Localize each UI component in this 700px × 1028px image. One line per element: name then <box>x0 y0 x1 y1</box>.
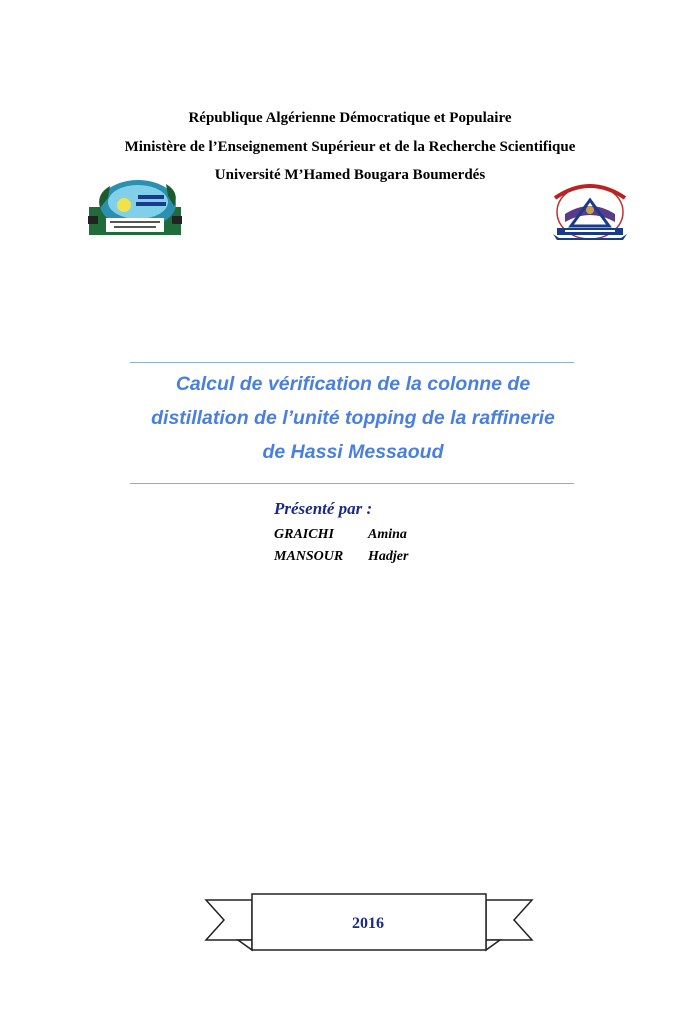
author-1 <box>274 527 407 543</box>
header-ministry: Ministère de l’Enseignement Supérieur et de la Recherche Scientifique <box>124 139 576 155</box>
author-1-first-name: Amina <box>368 527 407 542</box>
author-2-first-name: Hadjer <box>368 549 409 564</box>
title-line-3: de Hassi Messaoud <box>262 441 444 463</box>
author-1-last-name: GRAICHI <box>274 527 334 542</box>
faculty-logo <box>545 178 635 242</box>
title-line-2: distillation de l’unité topping de la raffinerie <box>151 407 555 429</box>
presented-by-label: Présenté par : <box>274 499 373 518</box>
header-republic: République Algérienne Démocratique et Populaire <box>188 110 512 126</box>
title-top-rule <box>130 362 574 363</box>
header-university: Université M’Hamed Bougara Boumerdés <box>214 167 486 183</box>
title-bottom-rule <box>130 483 574 484</box>
university-logo <box>86 178 184 238</box>
thesis-title <box>120 367 586 469</box>
author-2-last-name: MANSOUR <box>274 549 344 564</box>
year-label: 2016 <box>352 915 384 932</box>
title-line-1: Calcul de vérification de la colonne de <box>175 373 531 395</box>
author-2 <box>274 549 408 565</box>
